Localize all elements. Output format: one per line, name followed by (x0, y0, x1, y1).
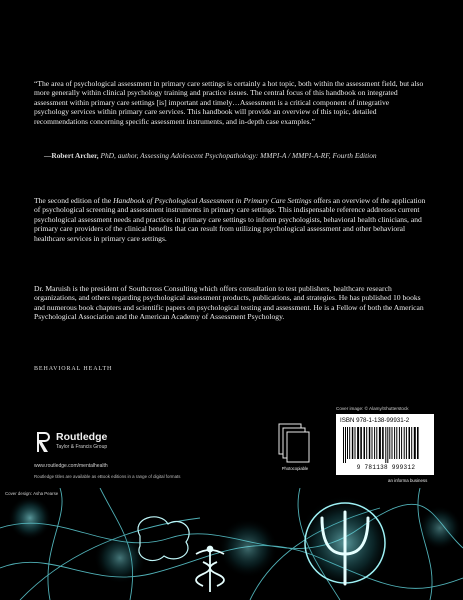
isbn-barcode (336, 414, 434, 475)
description-rest: offers an overview of the application of psychological screening and assessment instruments in primary care settings. This indispensable reference addresses current psychological assessment needs and practices in primary care settings to inform psychologists, behavioral health clinicians, and primary care providers of the clinical benefits that can result from utilizing psychological assessment and other behavioral healthcare services in primary care settings. (34, 196, 426, 243)
description-book-title: Handbook of Psychological Assessment in Primary Care Settings (113, 196, 312, 205)
attribution-name: —Robert Archer, (44, 151, 99, 160)
author-bio: Dr. Maruish is the president of Southcross Consulting which offers consultation to test publishers, healthcare research organizations, and others regarding psychological assessment products, publications, and strategies. He has published 10 books and numerous book chapters and scientific papers on psychological testing and assessment. He is a Fellow of both the American Psychological Association and the American Academy of Assessment Psychology. (34, 284, 424, 322)
attribution-role: PhD, author, (98, 151, 141, 160)
quote-attribution (44, 151, 424, 160)
publisher-group: Taylor & Francis Group (56, 444, 108, 450)
cover-design-credit: Cover design: Asha Pearse (5, 491, 59, 496)
description-lead: The second edition of the (34, 196, 114, 205)
photocopiable-label: Photocopiable (281, 466, 309, 471)
endorsement-quote: “The area of psychological assessment in primary care settings is certainly a hot topic, both within the assessment field, but also more generally within clinical psychology training and practice issues. The central focus of this handbook on integrated assessment within primary care settings [is] important and timely…Assessment is a critical component of integrative psychology services within primary care services. This handbook will provide an overview of this topic, detailed recommendations concerning specific assessment instruments, and in-depth case examples.” (34, 79, 424, 126)
photocopiable-badge (277, 422, 311, 474)
informa-tagline: an informa business (388, 478, 428, 483)
attribution-book: Assessing Adolescent Psychopathology: MMPI-A / MMPI-A-RF, Fourth Edition (140, 151, 377, 160)
photocopy-icon (277, 422, 311, 466)
publisher-website[interactable]: www.routledge.com/mentalhealth (34, 463, 108, 469)
subject-category: BEHAVIORAL HEALTH (34, 366, 113, 372)
cover-artwork (0, 488, 463, 600)
isbn-text: ISBN 978-1-138-99931-2 (340, 417, 410, 424)
publisher-name: Routledge (56, 431, 108, 443)
barcode-digits: 9 781138 999312 (356, 464, 416, 471)
cover-image-credit: Cover image: © Alamy/Shutterstock (336, 406, 409, 411)
routledge-logo-icon (34, 430, 52, 454)
ebook-note: Routledge titles are available as eBook editions in a range of digital formats (34, 474, 181, 479)
book-description (34, 196, 428, 243)
publisher-logo (34, 430, 234, 460)
barcode-icon (342, 427, 428, 463)
